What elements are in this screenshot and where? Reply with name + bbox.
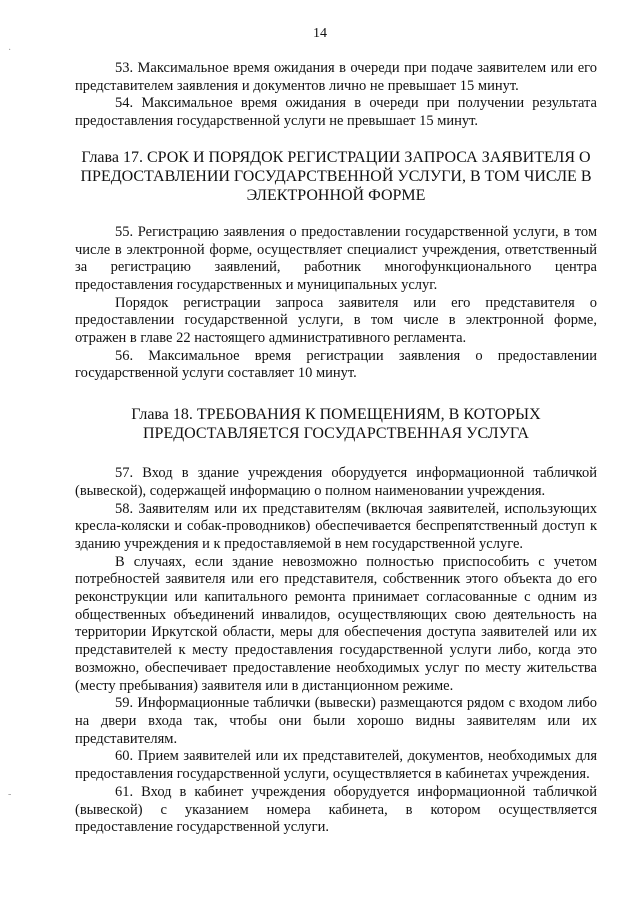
paragraph-58: 58. Заявителям или их представителям (включая заявителей, использующих кресла-коляски и собак-проводников) обеспечивается беспрепятственный доступ к зданию учреждения и к предоставляемой в нем государственной услуге.	[75, 500, 597, 552]
paragraph-registration-order: Порядок регистрации запроса заявителя или его представителя о предоставлении государственной услуги, в том числе в электронной форме, отражен в главе 22 настоящего административного регламента.	[75, 294, 597, 347]
page-number: 14	[313, 26, 327, 41]
heading-line: Глава 18. ТРЕБОВАНИЯ К ПОМЕЩЕНИЯМ, В КОТОРЫХ	[131, 406, 541, 424]
paragraph-55: 55. Регистрацию заявления о предоставлении государственной услуги, в том числе в электронной форме, осуществляет специалист учреждения, ответственный за регистрацию заявлений, работник многофункционального центра предоставления государственных и муниципальных услуг.	[75, 223, 597, 293]
paragraph-53: 53. Максимальное время ожидания в очереди при подаче заявителем или его представителем заявления и документов лично не превышает 15 минут.	[75, 60, 597, 94]
chapter-17-heading	[75, 148, 597, 205]
paragraph-60: 60. Прием заявителей или их представителей, документов, необходимых для предоставления государственной услуги, осуществляется в кабинетах учреждения.	[75, 748, 597, 783]
paragraph-61: 61. Вход в кабинет учреждения оборудуется информационной табличкой (вывеской) с указанием номера кабинета, в котором осуществляется предоставление государственной услуги.	[75, 783, 597, 836]
paragraph-59: 59. Информационные таблички (вывески) размещаются рядом с входом либо на двери входа так, чтобы они были хорошо видны заявителям или их представителям.	[75, 695, 597, 747]
heading-line: ПРЕДОСТАВЛЯЕТСЯ ГОСУДАРСТВЕННАЯ УСЛУГА	[143, 425, 529, 443]
heading-line: ЭЛЕКТРОННОЙ ФОРМЕ	[246, 186, 426, 204]
chapter-18-heading	[75, 405, 597, 443]
paragraph-accessibility-cases: В случаях, если здание невозможно полностью приспособить с учетом потребностей заявителя или его представителя, собственник этого объекта до его реконструкции или капитального ремонта принимает согласованные с одним из общественных объединений инвалидов, осуществляющих свою деятельность на территории Иркутской области, меры для обеспечения доступа заявителей или их представителей к месту предоставления государственной услуги либо, когда это возможно, обеспечивает предоставление необходимых услуг по месту жительства (месту пребывания) заявителя или в дистанционном режиме.	[75, 553, 597, 694]
paragraph-54: 54. Максимальное время ожидания в очереди при получении результата предоставления государственной услуги не превышает 15 минут.	[75, 95, 597, 130]
document-body	[75, 60, 597, 837]
heading-line: ПРЕДОСТАВЛЕНИИ ГОСУДАРСТВЕННОЙ УСЛУГИ, В ТОМ ЧИСЛЕ В	[80, 167, 592, 185]
heading-line: Глава 17. СРОК И ПОРЯДОК РЕГИСТРАЦИИ ЗАПРОСА ЗАЯВИТЕЛЯ О	[81, 148, 591, 166]
paragraph-56: 56. Максимальное время регистрации заявления о предоставлении государственной услуги составляет 10 минут.	[75, 347, 597, 382]
scan-mark: ·	[8, 45, 12, 56]
scan-mark: -	[8, 789, 12, 800]
paragraph-57: 57. Вход в здание учреждения оборудуется информационной табличкой (вывеской), содержащей информацию о полном наименовании учреждения.	[75, 465, 597, 499]
